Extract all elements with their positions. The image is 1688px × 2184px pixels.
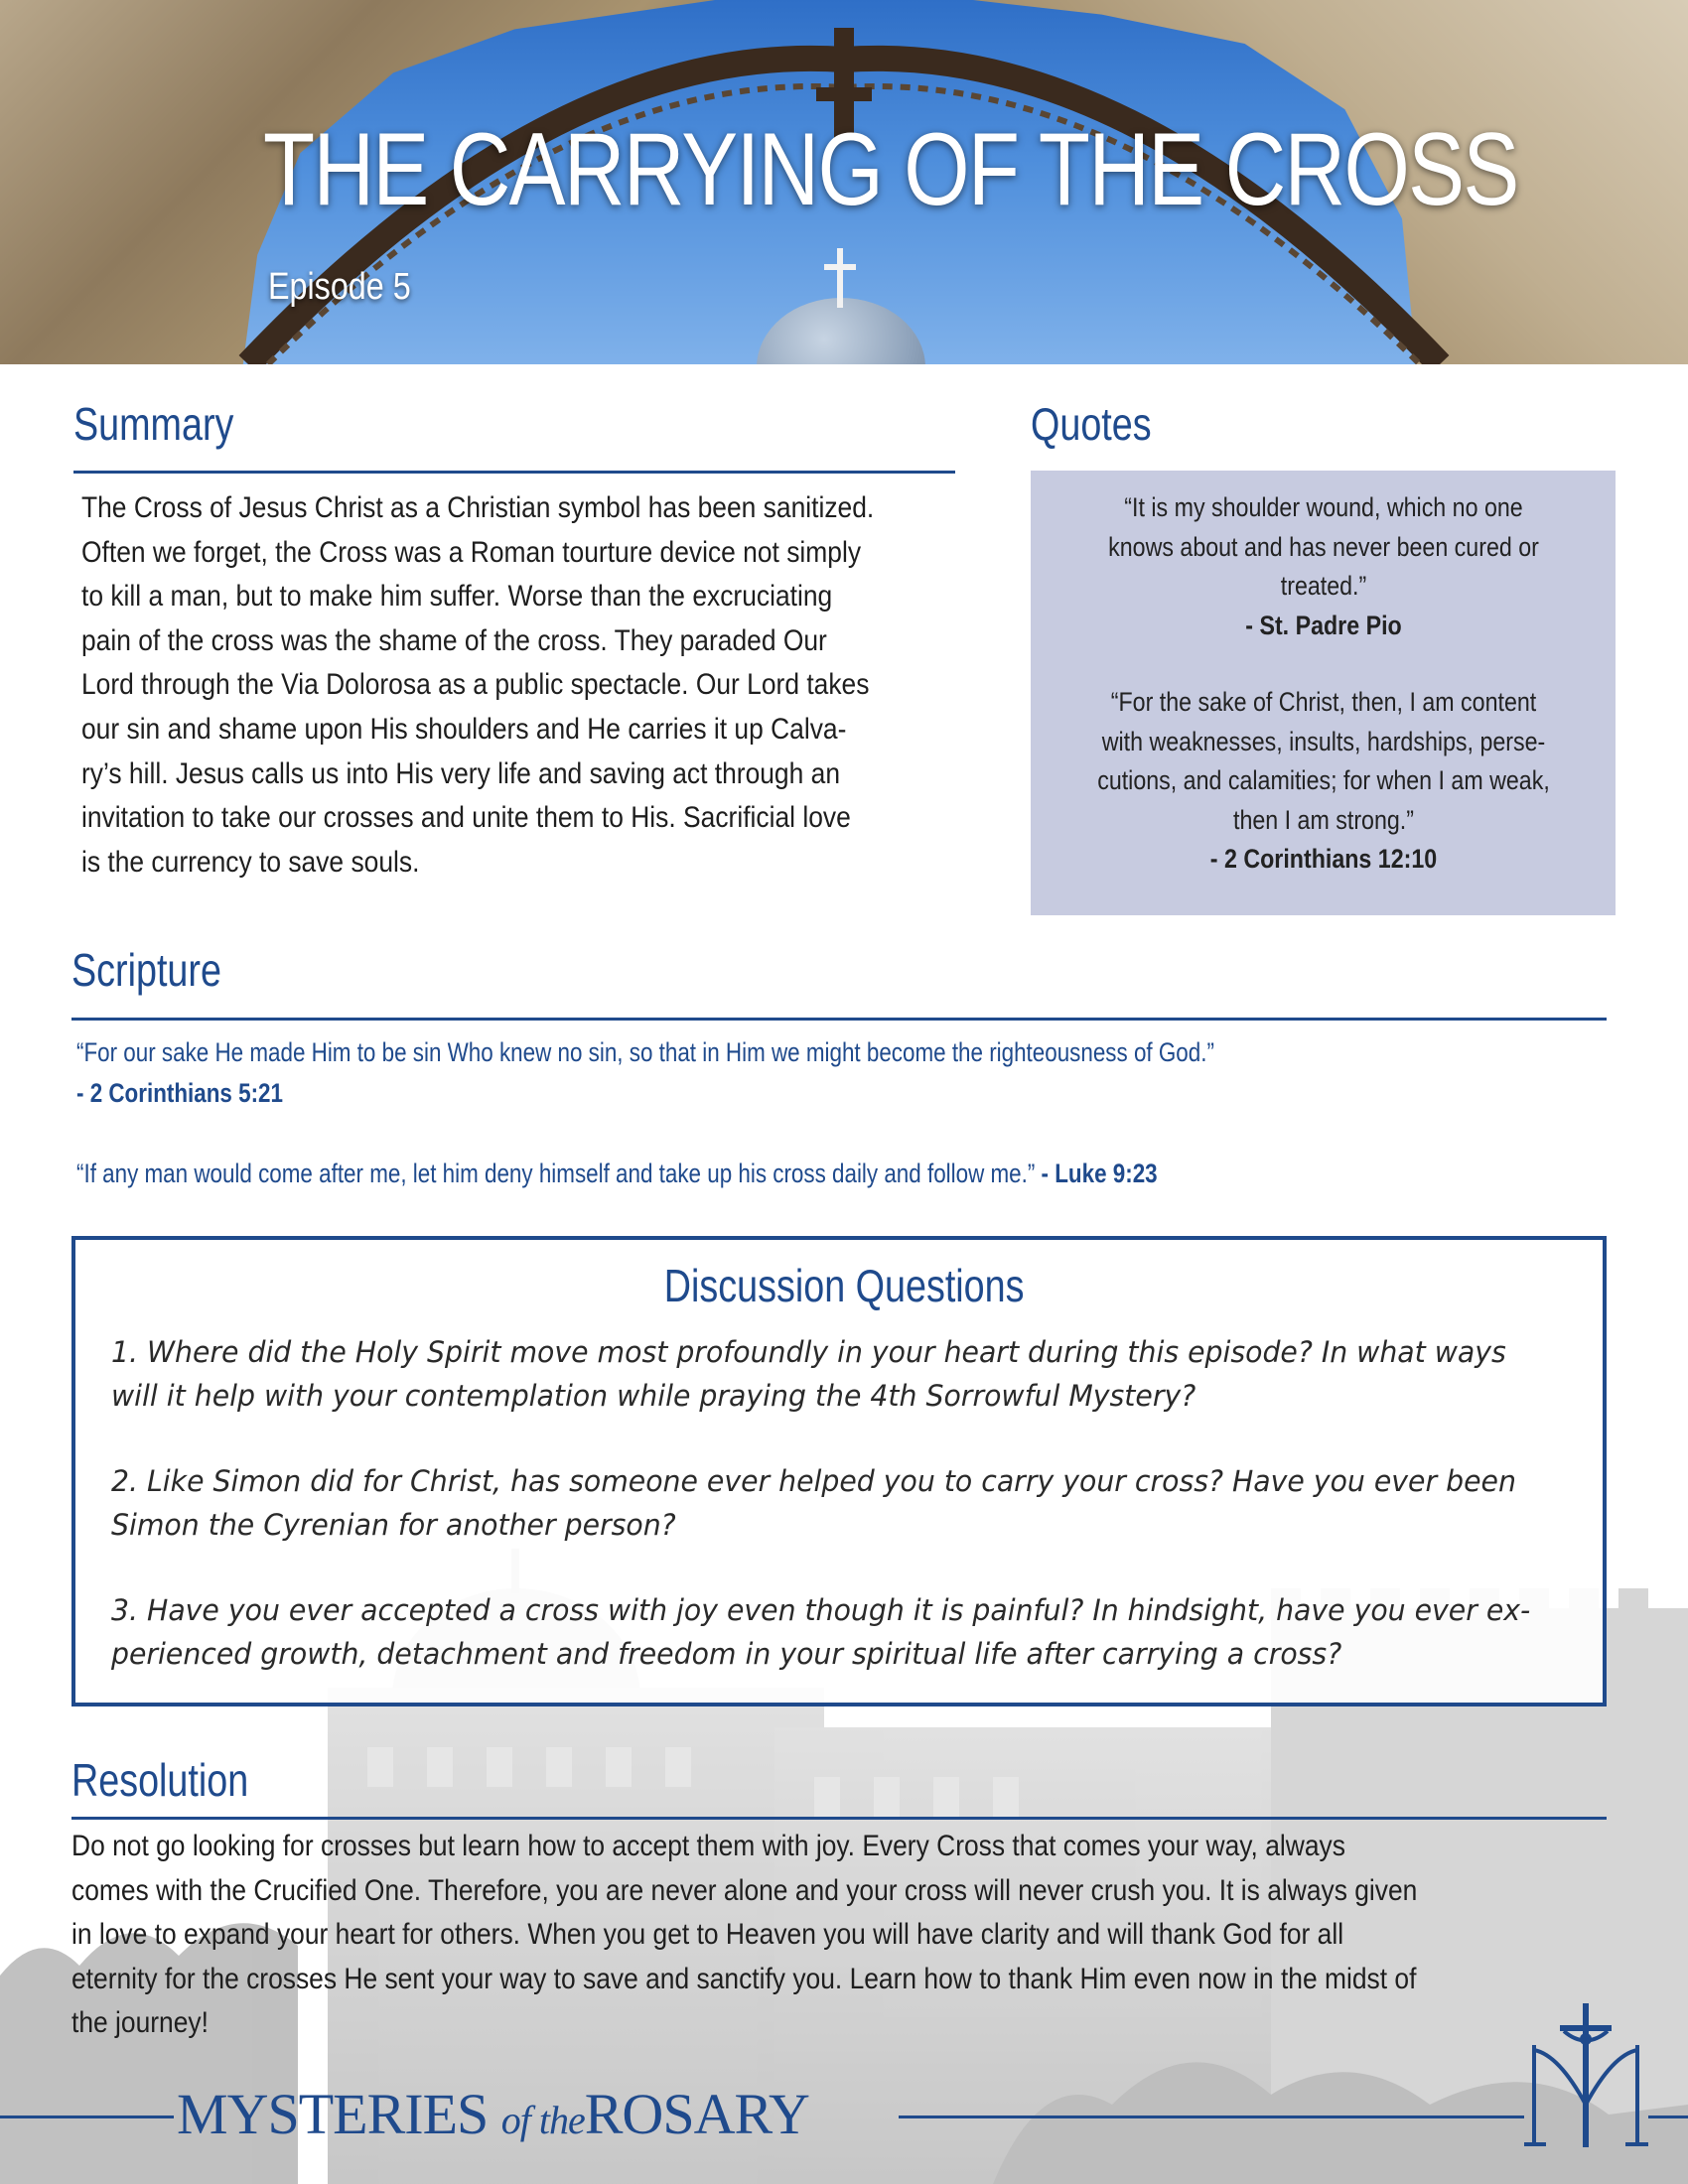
- resolution-line: Do not go looking for crosses but learn how to accept them with joy. Every Cross that comes your way, always: [71, 1830, 1345, 1862]
- brand-word: MYSTERIES: [177, 2082, 489, 2146]
- brand-wordmark: [177, 2081, 809, 2147]
- quote-attribution: - St. Padre Pio: [1245, 610, 1402, 640]
- quote-padre-pio: [1031, 488, 1616, 645]
- quotes-box: [1031, 471, 1616, 915]
- footer-divider-far-right: [1648, 2116, 1688, 2118]
- discussion-question: [111, 1330, 1599, 1418]
- question-line: perienced growth, detachment and freedom in your spiritual life after carrying a cross?: [111, 1637, 1342, 1671]
- scripture-verse: [76, 1159, 1158, 1189]
- question-line: 1. Where did the Holy Spirit move most profoundly in your heart during this episode? In what ways: [111, 1335, 1506, 1369]
- summary-text: [81, 486, 955, 885]
- resolution-divider: [71, 1817, 1607, 1820]
- summary-line: our sin and shame upon His shoulders and He carries it up Calva-: [81, 712, 847, 746]
- resolution-line: in love to expand your heart for others. When you get to Heaven you will have clarity and will thank God for all: [71, 1918, 1344, 1952]
- quote-attribution: - 2 Corinthians 12:10: [1209, 844, 1438, 874]
- footer-divider-right: [899, 2116, 1524, 2118]
- brand-word: of the: [500, 2098, 585, 2142]
- summary-line: ry’s hill. Jesus calls us into His very life and saving act through an: [81, 756, 841, 790]
- quote-line: knows about and has never been cured or: [1108, 531, 1539, 562]
- brand-word: ROSARY: [584, 2082, 809, 2146]
- summary-line: invitation to take our crosses and unite them to His. Sacrificial love: [81, 801, 851, 835]
- quotes-heading: Quotes: [1031, 398, 1152, 450]
- question-line: Simon the Cyrenian for another person?: [111, 1508, 676, 1542]
- episode-label: Episode 5: [268, 266, 411, 308]
- quote-line: treated.”: [1280, 571, 1367, 601]
- resolution-line: comes with the Crucified One. Therefore, you are never alone and your cross will never crush you. It is always given: [71, 1873, 1418, 1907]
- discussion-question: [111, 1459, 1599, 1547]
- summary-line: The Cross of Jesus Christ as a Christian symbol has been sanitized.: [81, 491, 875, 524]
- quote-line: then I am strong.”: [1233, 804, 1414, 835]
- quote-line: “It is my shoulder wound, which no one: [1124, 492, 1523, 522]
- quote-line: cutions, and calamities; for when I am weak,: [1097, 765, 1550, 795]
- question-line: will it help with your contemplation while praying the 4th Sorrowful Mystery?: [111, 1379, 1196, 1413]
- summary-line: Often we forget, the Cross was a Roman tourture device not simply: [81, 535, 862, 569]
- summary-divider: [73, 471, 955, 474]
- footer-divider-left: [0, 2116, 174, 2118]
- discussion-question: [111, 1588, 1599, 1676]
- page-title: THE CARRYING OF THE CROSS: [263, 112, 1518, 227]
- scripture-divider: [71, 1018, 1607, 1021]
- discussion-heading-text: Discussion Questions: [663, 1260, 1025, 1311]
- question-line: 2. Like Simon did for Christ, has someone ever helped you to carry your cross? Have you ever been: [111, 1464, 1516, 1498]
- discussion-heading: [0, 1259, 1688, 1312]
- scripture-verse: “For our sake He made Him to be sin Who knew no sin, so that in Him we might become the righteousness of God.”: [76, 1037, 1214, 1067]
- quote-line: with weaknesses, insults, hardships, perse-: [1101, 726, 1546, 756]
- summary-line: is the currency to save souls.: [81, 845, 420, 879]
- question-line: 3. Have you ever accepted a cross with joy even though it is painful? In hindsight, have you ever ex-: [111, 1593, 1531, 1627]
- scripture-attribution-text: - Luke 9:23: [1041, 1159, 1158, 1188]
- quote-2-corinthians: [1031, 683, 1616, 880]
- summary-heading: Summary: [73, 398, 234, 450]
- resolution-line: eternity for the crosses He sent your way to save and sanctify you. Learn how to thank Him even now in the midst of: [71, 1962, 1417, 1995]
- crucifix-monogram-icon: [1524, 1995, 1648, 2154]
- quote-line: “For the sake of Christ, then, I am content: [1110, 687, 1537, 717]
- header-banner: [0, 0, 1688, 364]
- scripture-attribution: [76, 1078, 283, 1109]
- resolution-text: [71, 1825, 1575, 2046]
- scripture-verse-text: “If any man would come after me, let him deny himself and take up his cross daily and follow me.”: [76, 1159, 1036, 1188]
- resolution-heading: Resolution: [71, 1754, 249, 1806]
- scripture-attribution-text: - 2 Corinthians 5:21: [76, 1078, 283, 1108]
- resolution-line: the journey!: [71, 2006, 209, 2040]
- summary-line: Lord through the Via Dolorosa as a public spectacle. Our Lord takes: [81, 668, 870, 702]
- summary-line: pain of the cross was the shame of the cross. They paraded Our: [81, 623, 827, 657]
- summary-line: to kill a man, but to make him suffer. Worse than the excruciating: [81, 580, 833, 614]
- scripture-heading: Scripture: [71, 944, 221, 996]
